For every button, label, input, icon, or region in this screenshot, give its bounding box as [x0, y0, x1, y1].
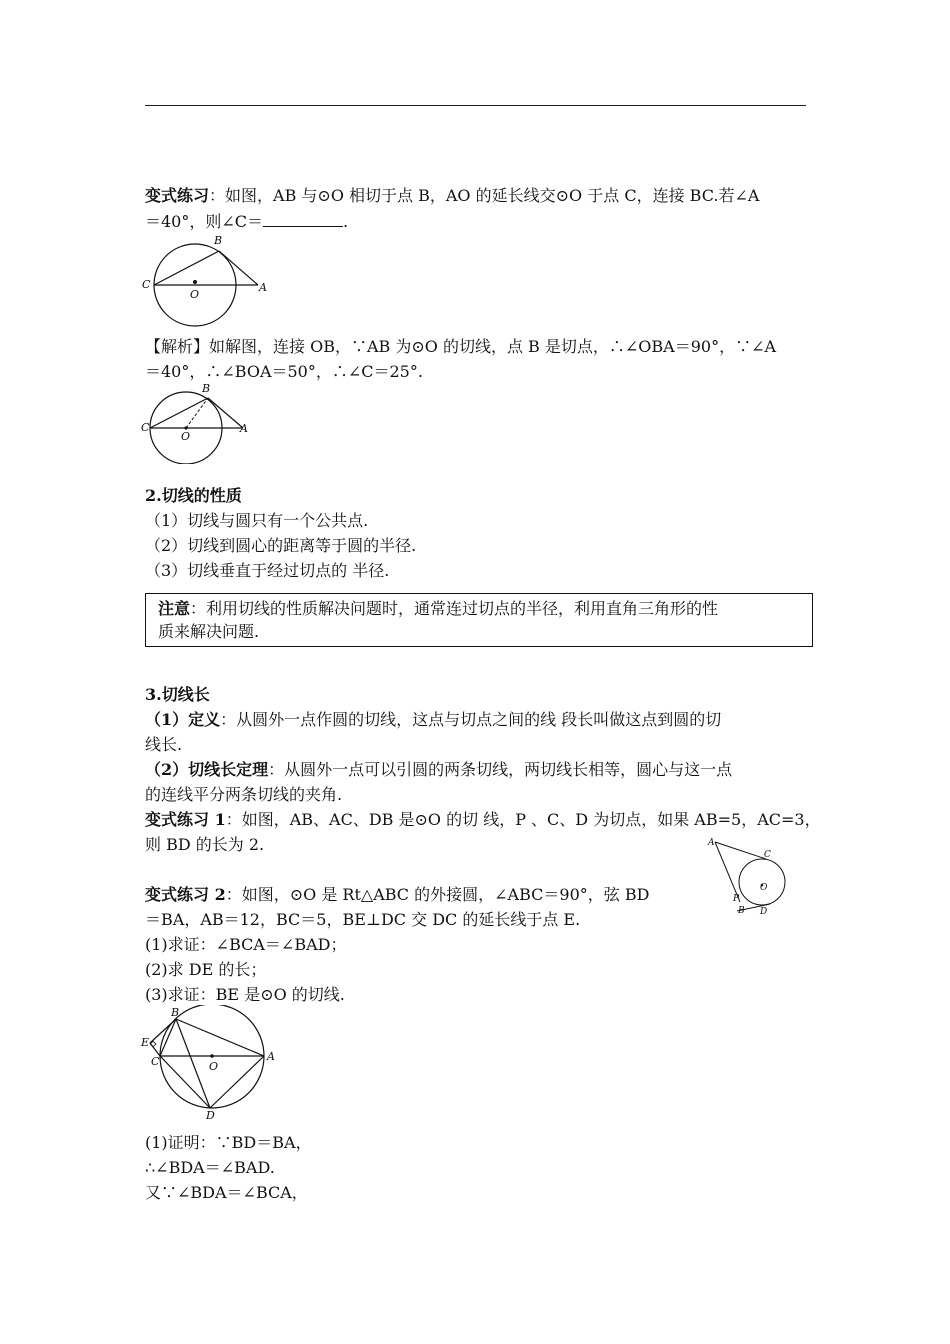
- figure-1: [138, 232, 273, 328]
- sol1-line2: ＝40°，∴∠BOA＝50°，∴∠C＝25°.: [145, 362, 423, 381]
- fig3-label-a: A: [708, 838, 715, 848]
- figure-2: [138, 382, 253, 464]
- figure-3: [703, 835, 795, 919]
- ex3-line2: ＝BA，AB＝12，BC＝5，BE⊥DC 交 DC 的延长线于点 E.: [145, 910, 581, 929]
- ex1-line1: 变式练习：如图，AB 与⊙O 相切于点 B，AO 的延长线交⊙O 于点 C，连接 BC.若∠A: [145, 186, 760, 205]
- sec2-title: 2.切线的性质: [145, 486, 242, 505]
- sol1-line1: 【解析】如解图，连接 OB，∵AB 为⊙O 的切线，点 B 是切点，∴∠OBA＝90°，∵∠A: [145, 337, 777, 356]
- fig3-label-b: B: [738, 906, 745, 916]
- fig2-label-b: B: [202, 382, 211, 395]
- fig3-label-p: P: [733, 894, 740, 904]
- proof-line3: 又∵∠BDA＝∠BCA，: [145, 1183, 308, 1202]
- ex3-q3: (3)求证：BE 是⊙O 的切线.: [145, 985, 345, 1004]
- fig3-label-d: D: [760, 907, 768, 917]
- note-box: [145, 593, 813, 647]
- fig4-label-a: A: [267, 1050, 275, 1063]
- fig2-label-a: A: [240, 422, 248, 435]
- figure-4: [138, 1005, 283, 1125]
- fig4-label-d: D: [206, 1109, 215, 1122]
- ex3-line1: 变式练习 2：如图，⊙O 是 Rt△ABC 的外接圆，∠ABC＝90°，弦 BD: [145, 885, 650, 904]
- ex2-line1: 变式练习 1：如图，AB、AC、DB 是⊙O 的切 线，P 、C、D 为切点，如果 AB=5，AC=3，: [145, 810, 821, 829]
- fig4-label-o: O: [209, 1060, 219, 1073]
- sec2-item-2: （2）切线到圆心的距离等于圆的半径.: [145, 536, 417, 555]
- proof-line1: (1)证明：∵BD＝BA，: [145, 1133, 312, 1152]
- fig1-label-b: B: [214, 234, 223, 247]
- fig1-label-c: C: [142, 278, 151, 291]
- fig2-label-o: O: [181, 430, 191, 443]
- sec3-thm-line1: （2）切线长定理：从圆外一点可以引圆的两条切线，两切线长相等，圆心与这一点: [145, 760, 733, 779]
- fig2-label-c: C: [141, 421, 150, 434]
- proof-line2: ∴∠BDA＝∠BAD.: [145, 1158, 275, 1177]
- ex3-q2: (2)求 DE 的长；: [145, 960, 267, 979]
- ex1-line2: ＝40°，则∠C＝ .: [145, 212, 349, 231]
- fig3-label-c: C: [764, 850, 771, 860]
- note-line1: 注意：利用切线的性质解决问题时，通常连过切点的半径，利用直角三角形的性: [158, 599, 719, 618]
- note-line2: 质来解决问题.: [158, 622, 260, 641]
- ex3-q1: (1)求证：∠BCA＝∠BAD；: [145, 935, 347, 954]
- fig1-label-o: O: [190, 288, 200, 301]
- sec2-item-3: （3）切线垂直于经过切点的 半径.: [145, 561, 390, 580]
- sec3-title: 3.切线长: [145, 685, 210, 704]
- ex2-line2: 则 BD 的长为 2.: [145, 835, 265, 854]
- fig3-label-o: O: [760, 883, 768, 893]
- fig4-label-e: E: [141, 1036, 150, 1049]
- sec3-def-line2: 线长.: [145, 735, 183, 754]
- sec3-thm-line2: 的连线平分两条切线的夹角.: [145, 785, 343, 804]
- fig4-label-b: B: [171, 1006, 180, 1019]
- fig4-label-c: C: [151, 1055, 160, 1068]
- sec2-item-1: （1）切线与圆只有一个公共点.: [145, 511, 369, 530]
- answer-blank[interactable]: [263, 212, 343, 227]
- fig1-label-a: A: [259, 281, 267, 294]
- header-rule: [145, 105, 806, 106]
- sec3-def-line1: （1）定义：从圆外一点作圆的切线，这点与切点之间的线 段长叫做这点到圆的切: [145, 710, 722, 729]
